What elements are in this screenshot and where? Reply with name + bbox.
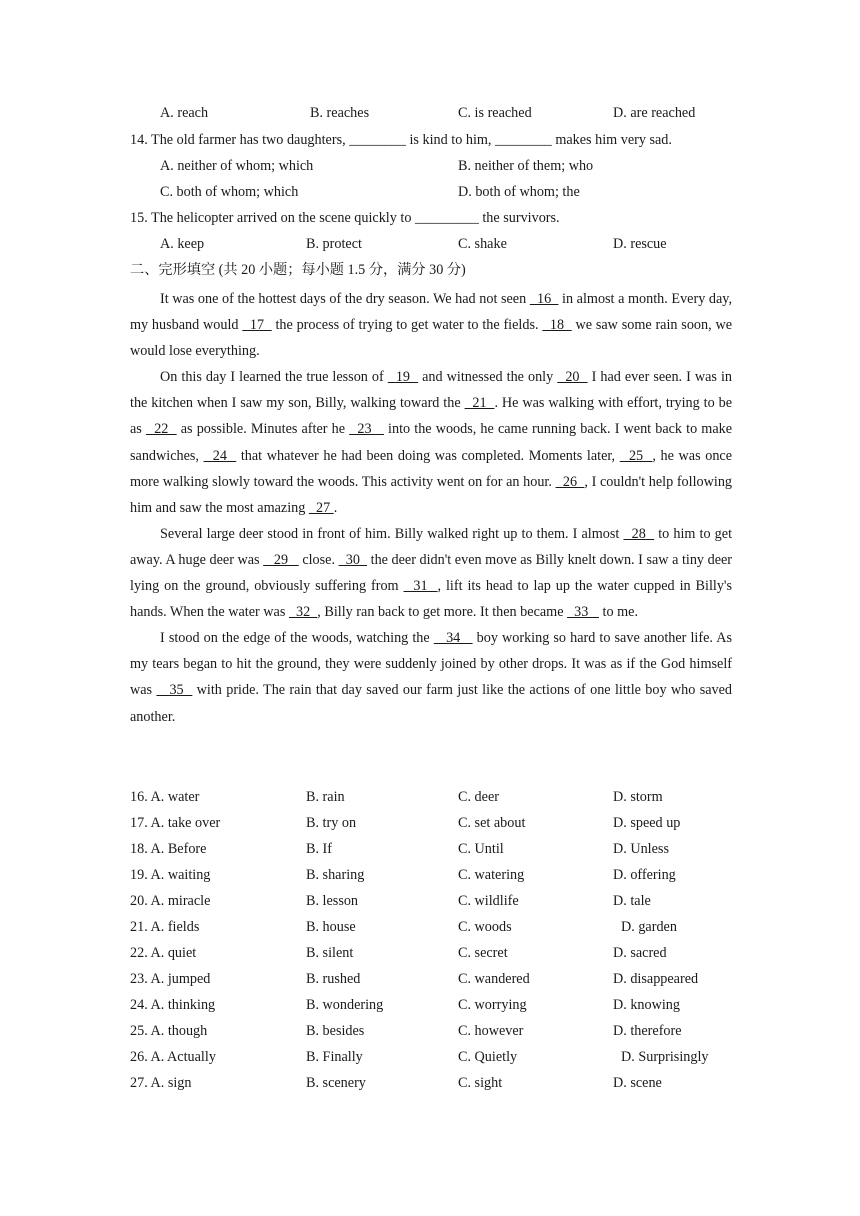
blank-28: 28 xyxy=(623,525,655,542)
blank-25: 25 xyxy=(619,447,653,464)
answer-row-16: 16. A. water B. rain C. deer D. storm xyxy=(130,789,663,805)
option-c: C. is reached xyxy=(458,105,532,121)
answer-row-23: 23. A. jumped B. rushed C. wandered D. disappeared xyxy=(130,971,699,987)
blank-22: 22 xyxy=(145,421,177,438)
section-heading: 二、完形填空 (共 20 小题；每小题 1.5 分，满分 30 分) xyxy=(130,262,466,278)
blank-20: 20 xyxy=(557,369,588,386)
cloze-passage xyxy=(130,286,732,730)
option-c: C. shake xyxy=(458,236,507,252)
blank-29: 29 xyxy=(263,551,299,568)
option-d: D. rescue xyxy=(613,236,667,252)
q15-stem-row xyxy=(0,208,860,228)
option-b: B. protect xyxy=(306,236,362,252)
option-b: B. neither of them; who xyxy=(458,158,594,174)
blank-19: 19 xyxy=(387,369,419,386)
answer-row-21: 21. A. fields B. house C. woods D. garden xyxy=(130,919,677,935)
passage-paragraph-3: Several large deer stood in front of him. Billy walked right up to them. I almost 28 to him to get away. A huge deer was 29 close. 30 the deer didn't even move as Billy knelt down. I saw a tiny deer lying on the ground, obviously suffering from 31 , lift its head to lap up the water cupped in Billy's hands. When the water was 32 , Billy ran back to get more. It then became 33 to me. xyxy=(130,525,733,621)
blank-16: 16 xyxy=(529,291,559,307)
blank-23: 23 xyxy=(349,421,384,438)
answer-row-19: 19. A. waiting B. sharing C. watering D. offering xyxy=(130,867,676,883)
blank-24: 24 xyxy=(203,447,237,464)
answer-row-26: 26. A. Actually B. Finally C. Quietly D. Surprisingly xyxy=(130,1049,709,1065)
passage-paragraph-4: I stood on the edge of the woods, watching the 34 boy working so hard to save another life. As my tears began to hit the ground, they were suddenly joined by other drops. It was as if the God himself was 35 with pride. The rain that day saved our farm just like the actions of one little boy who saved another. xyxy=(130,630,732,725)
q13-options xyxy=(0,103,860,123)
blank-18: 18 xyxy=(542,317,572,334)
option-a: A. neither of whom; which xyxy=(160,158,314,174)
option-c: C. both of whom; which xyxy=(160,184,299,200)
blank-34: 34 xyxy=(433,630,473,647)
question-stem: 15. The helicopter arrived on the scene quickly to _________ the survivors. xyxy=(130,210,560,226)
passage-paragraph-1: It was one of the hottest days of the dry season. We had not seen 16 in almost a month. Every day, my husband would 17 the process of trying to get water to the fields. 18 we saw some rain soon, we would lose everything. xyxy=(130,291,732,360)
blank-26: 26 xyxy=(555,473,585,490)
section-heading-row xyxy=(0,260,860,280)
blank-27: 27 xyxy=(308,499,334,516)
answer-row-20: 20. A. miracle B. lesson C. wildlife D. tale xyxy=(130,893,651,909)
q14-options-row2 xyxy=(0,182,860,202)
answer-row-17: 17. A. take over B. try on C. set about D. speed up xyxy=(130,815,681,831)
option-d: D. are reached xyxy=(613,105,696,121)
answer-row-25: 25. A. though B. besides C. however D. therefore xyxy=(130,1023,682,1039)
answer-row-18: 18. A. Before B. If C. Until D. Unless xyxy=(130,841,669,857)
question-stem: 14. The old farmer has two daughters, ________ is kind to him, ________ makes him very sad. xyxy=(130,132,672,148)
q14-options-row1 xyxy=(0,156,860,176)
blank-33: 33 xyxy=(567,604,599,621)
blank-17: 17 xyxy=(242,317,272,334)
option-d: D. both of whom; the xyxy=(458,184,580,200)
blank-31: 31 xyxy=(403,578,438,595)
blank-32: 32 xyxy=(288,604,318,621)
answer-row-27: 27. A. sign B. scenery C. sight D. scene xyxy=(130,1075,662,1091)
option-a: A. keep xyxy=(160,236,205,252)
q14-stem-row xyxy=(0,130,860,150)
option-a: A. reach xyxy=(160,105,209,121)
q15-options xyxy=(0,234,860,254)
passage-paragraph-2: On this day I learned the true lesson of 19 and witnessed the only 20 I had ever seen. I was in the kitchen when I saw my son, Billy, walking toward the 21 . He was walking with effort, trying to be as 22 as possible. Minutes after he 23 into the woods, he came running back. I went back to make sandwiches, 24 that whatever he had been doing was completed. Moments later, 25 , he was once more walking slowly toward the woods. This activity went on for an hour. 26 , I couldn't help following him and saw the most amazing 27 . xyxy=(130,369,733,516)
blank-35: 35 xyxy=(156,682,193,699)
blank-30: 30 xyxy=(338,551,368,568)
blank-21: 21 xyxy=(464,395,495,412)
answer-row-22: 22. A. quiet B. silent C. secret D. sacred xyxy=(130,945,667,961)
option-b: B. reaches xyxy=(310,105,370,121)
answer-row-24: 24. A. thinking B. wondering C. worrying D. knowing xyxy=(130,997,680,1013)
